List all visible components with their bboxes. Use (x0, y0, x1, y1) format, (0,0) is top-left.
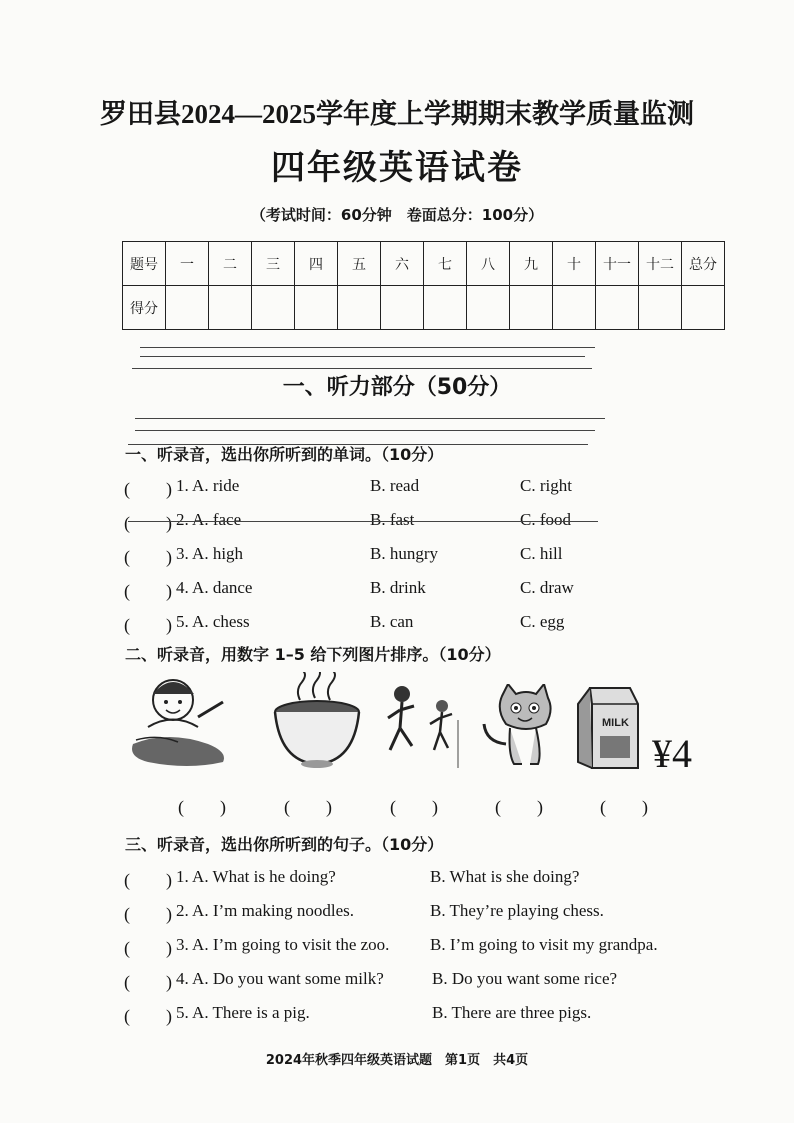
score-input-cell[interactable] (596, 286, 639, 330)
running-kids-image (380, 680, 462, 770)
page-footer: 2024年秋季四年级英语试题 第1页 共4页 (265, 1053, 529, 1068)
score-cell: 九 (510, 242, 553, 286)
score-row-label: 得分 (123, 286, 166, 330)
score-input-cell[interactable] (467, 286, 510, 330)
score-input-cell[interactable] (252, 286, 295, 330)
option-c: C. hill (520, 544, 563, 563)
score-input-cell[interactable] (381, 286, 424, 330)
swimming-girl-image (128, 672, 238, 772)
noodle-bowl-image (270, 672, 365, 772)
score-table-header-row (123, 242, 725, 286)
score-input-cell[interactable] (338, 286, 381, 330)
divider-line (140, 356, 585, 357)
option-b: B. fast (370, 510, 415, 529)
answer-blank[interactable]: ( ) (124, 615, 172, 635)
part1-heading: 一、听录音，选出你所听到的单词。（10分） (125, 445, 444, 464)
score-cell: 六 (381, 242, 424, 286)
listening-section-heading: 一、听力部分（50分） (282, 375, 512, 400)
score-cell: 三 (252, 242, 295, 286)
option-b: B. They’re playing chess. (430, 901, 604, 920)
order-blank[interactable]: ( ) (390, 797, 438, 817)
order-blank[interactable]: ( ) (178, 797, 226, 817)
option-b: B. There are three pigs. (432, 1003, 592, 1022)
score-input-cell[interactable] (553, 286, 596, 330)
score-cell: 十一 (596, 242, 639, 286)
score-input-cell[interactable] (639, 286, 682, 330)
answer-blank[interactable]: ( ) (124, 547, 172, 567)
score-cell: 题号 (123, 242, 166, 286)
exam-title: 罗田县2024—2025学年度上学期期末教学质量监测 (100, 99, 694, 129)
option-b: B. I’m going to visit my grandpa. (430, 935, 658, 954)
option-a: 2. A. I’m making noodles. (176, 901, 355, 920)
milk-label: MILK (602, 717, 629, 729)
answer-blank[interactable]: ( ) (124, 938, 172, 958)
option-c: C. food (520, 510, 571, 529)
score-input-cell[interactable] (682, 286, 725, 330)
divider-line (135, 418, 605, 419)
exam-subject-title: 四年级英语试卷 (271, 150, 523, 187)
option-a: 1. A. ride (176, 476, 240, 495)
part2-heading: 二、听录音，用数字 1–5 给下列图片排序。（10分） (125, 645, 501, 664)
score-cell: 二 (209, 242, 252, 286)
divider-line (132, 368, 592, 369)
option-b: B. Do you want some rice? (432, 969, 618, 988)
answer-blank[interactable]: ( ) (124, 479, 172, 499)
option-a: 3. A. high (176, 544, 244, 563)
score-input-cell[interactable] (295, 286, 338, 330)
score-input-cell[interactable] (209, 286, 252, 330)
option-a: 4. A. Do you want some milk? (176, 969, 384, 988)
order-blank[interactable]: ( ) (600, 797, 648, 817)
answer-blank[interactable]: ( ) (124, 1006, 172, 1026)
answer-blank[interactable]: ( ) (124, 513, 172, 533)
answer-blank[interactable]: ( ) (124, 870, 172, 890)
answer-blank[interactable]: ( ) (124, 581, 172, 601)
option-b: B. drink (370, 578, 426, 597)
option-a: 4. A. dance (176, 578, 253, 597)
score-cell: 七 (424, 242, 467, 286)
option-a: 1. A. What is he doing? (176, 867, 336, 886)
score-cell: 十二 (639, 242, 682, 286)
score-input-cell[interactable] (424, 286, 467, 330)
score-table (122, 241, 725, 330)
score-input-cell[interactable] (166, 286, 209, 330)
price-label: ¥4 (652, 731, 692, 776)
exam-info: （考试时间：60分钟 卷面总分：100分） (250, 206, 544, 224)
score-cell: 八 (467, 242, 510, 286)
option-a: 3. A. I’m going to visit the zoo. (176, 935, 390, 954)
cat-image (480, 684, 570, 770)
option-b: B. What is she doing? (430, 867, 580, 886)
order-blank[interactable]: ( ) (284, 797, 332, 817)
divider-line (135, 430, 595, 431)
option-c: C. right (520, 476, 572, 495)
option-a: 2. A. face (176, 510, 242, 529)
answer-blank[interactable]: ( ) (124, 972, 172, 992)
milk-carton-image (570, 686, 644, 772)
score-cell: 一 (166, 242, 209, 286)
order-blank[interactable]: ( ) (495, 797, 543, 817)
score-input-cell[interactable] (510, 286, 553, 330)
score-table-score-row (123, 286, 725, 330)
option-a: 5. A. There is a pig. (176, 1003, 310, 1022)
score-cell: 总分 (682, 242, 725, 286)
score-cell: 四 (295, 242, 338, 286)
answer-blank[interactable]: ( ) (124, 904, 172, 924)
score-cell: 十 (553, 242, 596, 286)
option-c: C. draw (520, 578, 574, 597)
option-c: C. egg (520, 612, 565, 631)
scan-line (128, 521, 598, 522)
option-b: B. read (370, 476, 420, 495)
part3-heading: 三、听录音，选出你所听到的句子。（10分） (125, 835, 444, 854)
divider-line (140, 347, 595, 348)
option-b: B. can (370, 612, 414, 631)
option-b: B. hungry (370, 544, 438, 563)
option-a: 5. A. chess (176, 612, 250, 631)
score-cell: 五 (338, 242, 381, 286)
